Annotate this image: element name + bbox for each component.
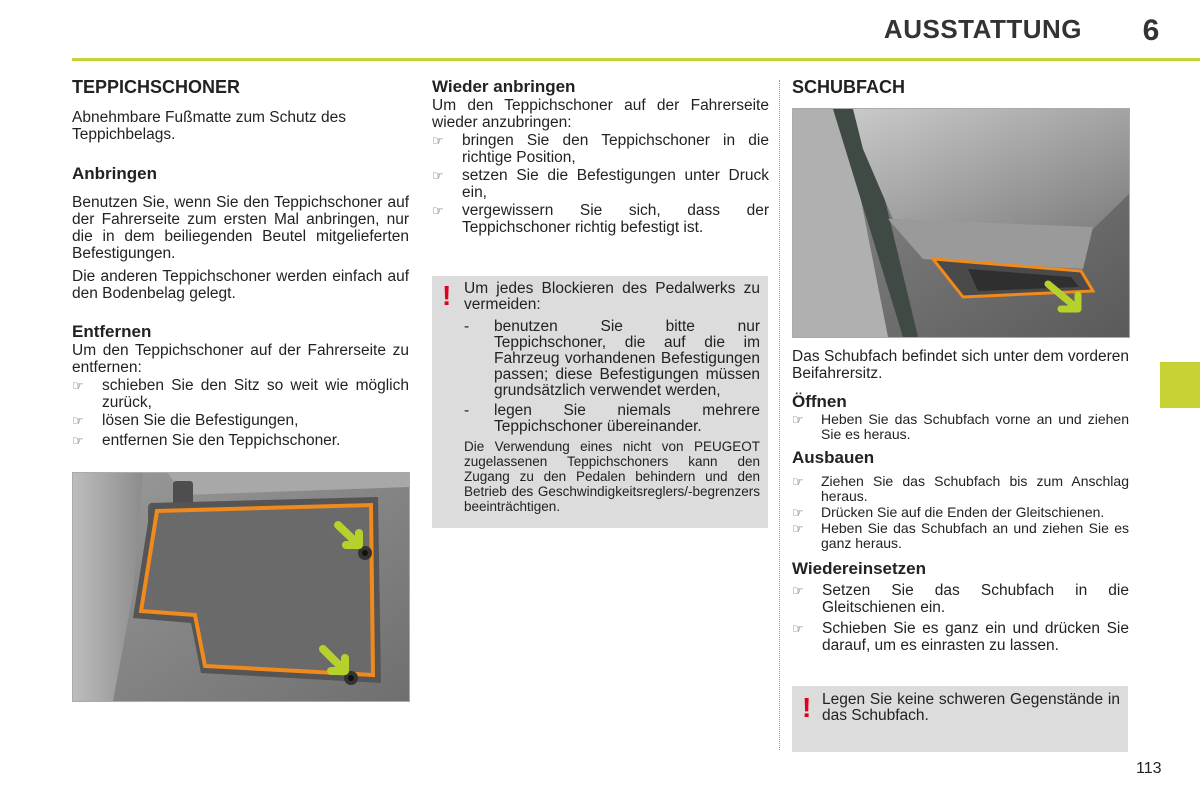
anbringen-text-1: Benutzen Sie, wenn Sie den Teppichschoner auf der Fahrerseite zum ersten Mal anbringen, nur die in dem beiliegenden Beutel mitgelieferten Befestigungen. (72, 194, 409, 262)
list-item: - legen Sie niemals mehrere Teppichschoner übereinander. (464, 402, 760, 435)
list-item: ☞ setzen Sie die Befestigungen unter Druck ein, (432, 167, 769, 201)
hand-pointer-icon: ☞ (432, 133, 444, 148)
subheading-anbringen: Anbringen (72, 164, 157, 183)
hand-pointer-icon: ☞ (72, 433, 84, 448)
column-schubfach-body (792, 348, 1129, 654)
warning-box-drawer (792, 686, 1128, 752)
hand-pointer-icon: ☞ (792, 583, 804, 598)
list-item: ☞ vergewissern Sie sich, dass der Teppichschoner richtig befestigt ist. (432, 202, 769, 236)
hand-pointer-icon: ☞ (792, 521, 804, 536)
floor-mat-illustration (73, 473, 409, 701)
list-item: ☞ Heben Sie das Schubfach an und ziehen Sie es ganz heraus. (792, 520, 1129, 551)
oeffnen-list (792, 412, 1129, 442)
warning-lead: Um jedes Blockieren des Pedalwerks zu vermeiden: (464, 280, 760, 313)
column-teppichschoner (72, 74, 409, 449)
subheading-entfernen: Entfernen (72, 322, 152, 341)
hand-pointer-icon: ☞ (792, 474, 804, 489)
page-number: 113 (1136, 760, 1162, 777)
intro-text: Abnehmbare Fußmatte zum Schutz des Teppichbelags. (72, 109, 346, 143)
column-wieder-anbringen (432, 74, 769, 236)
drawer-photo (792, 108, 1130, 338)
chapter-number: 6 (1142, 14, 1160, 47)
wieder-anbringen-list (432, 132, 769, 236)
list-item: ☞ schieben Sie den Sitz so weit wie möglich zurück, (72, 377, 409, 411)
hand-pointer-icon: ☞ (72, 378, 84, 393)
warning-box-pedals (432, 276, 768, 528)
subheading-wieder-anbringen: Wieder anbringen (432, 77, 576, 96)
list-item: ☞ entfernen Sie den Teppichschoner. (72, 432, 341, 449)
drawer-warning-text: Legen Sie keine schweren Gegenstände in das Schubfach. (822, 691, 1120, 724)
list-item: ☞ Heben Sie das Schubfach vorne an und ziehen Sie es heraus. (792, 411, 1129, 442)
list-item: ☞ Ziehen Sie das Schubfach bis zum Anschlag heraus. (792, 473, 1129, 504)
wieder-anbringen-intro: Um den Teppichschoner auf der Fahrerseite wieder anzubringen: (432, 97, 769, 131)
ausbauen-list (792, 474, 1129, 551)
list-item: ☞ Schieben Sie es ganz ein und drücken Sie darauf, um es einrasten zu lassen. (792, 620, 1129, 654)
hand-pointer-icon: ☞ (792, 621, 804, 636)
list-item: ☞ bringen Sie den Teppichschoner in die richtige Position, (432, 132, 769, 166)
wiedereinsetzen-list (792, 582, 1129, 654)
entfernen-intro: Um den Teppichschoner auf der Fahrerseite zu entfernen: (72, 342, 409, 376)
list-item: ☞ Drücken Sie auf die Enden der Gleitschienen. (792, 504, 1105, 520)
column-schubfach (792, 74, 1129, 98)
anbringen-text-2: Die anderen Teppichschoner werden einfach auf den Bodenbelag gelegt. (72, 268, 409, 302)
header-rule (72, 58, 1200, 61)
hand-pointer-icon: ☞ (72, 413, 84, 428)
hand-pointer-icon: ☞ (792, 505, 804, 520)
entfernen-list (72, 377, 409, 449)
chapter-tab (1160, 362, 1200, 408)
subheading-oeffnen: Öffnen (792, 392, 847, 411)
subheading-ausbauen: Ausbauen (792, 448, 875, 467)
section-heading-teppichschoner: TEPPICHSCHONER (72, 77, 241, 97)
list-item: ☞ Setzen Sie das Schubfach in die Gleitschienen ein. (792, 582, 1129, 616)
hand-pointer-icon: ☞ (432, 203, 444, 218)
drawer-caption: Das Schubfach befindet sich unter dem vorderen Beifahrersitz. (792, 348, 1129, 382)
list-item: ☞ lösen Sie die Befestigungen, (72, 412, 299, 429)
floor-mat-photo (72, 472, 410, 702)
section-heading-schubfach: SCHUBFACH (792, 77, 906, 97)
exclamation-icon: ! (802, 692, 812, 723)
drawer-illustration (793, 109, 1129, 337)
column-divider (779, 80, 781, 750)
hand-pointer-icon: ☞ (792, 412, 804, 427)
chapter-title: AUSSTATTUNG (883, 14, 1082, 44)
warning-list (464, 319, 760, 435)
subheading-wiedereinsetzen: Wiedereinsetzen (792, 559, 926, 578)
warning-note: Die Verwendung eines nicht von PEUGEOT zugelassenen Teppichschoners kann den Zugang zu den Pedalen behindern und den Betrieb des Geschwindigkeitsreglers/-begrenzers beeinträchtigen. (464, 439, 760, 514)
exclamation-icon: ! (442, 280, 452, 311)
hand-pointer-icon: ☞ (432, 168, 444, 183)
list-item: - benutzen Sie bitte nur Teppichschoner, die auf die im Fahrzeug vorhandenen Befestigungen passen; diese Befestigungen müssen grundsätzlich verwendet werden, (464, 318, 760, 399)
